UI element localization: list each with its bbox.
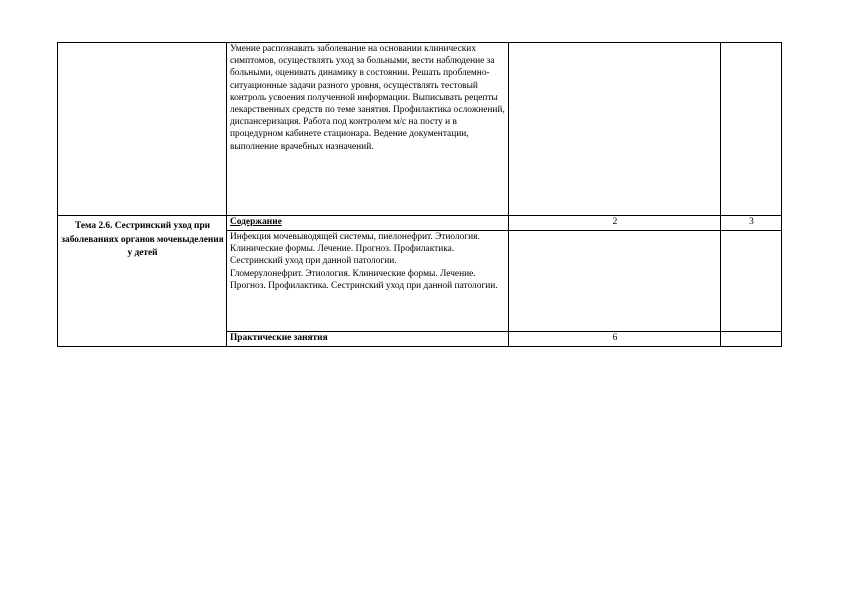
topic-cell: [58, 43, 227, 216]
practical-cell: Практические занятия: [227, 332, 509, 347]
content-header-cell: Содержание: [227, 216, 509, 231]
table-row: [58, 43, 782, 216]
level-cell: [721, 231, 782, 332]
level-cell: [721, 332, 782, 347]
hours-cell: 6: [509, 332, 721, 347]
content-paragraph: Гломерулонефрит. Этиология. Клинические формы. Лечение. Прогноз. Профилактика. Сестринский уход при данной патологии.: [230, 268, 498, 291]
content-cell: [227, 231, 509, 332]
hours-cell: [509, 43, 721, 216]
content-cell: Умение распознавать заболевание на основании клинических симптомов, осуществлять уход за больными, вести наблюдение за больными, оценивать динамику в состоянии. Решать проблемно-ситуационные задачи разного уровня, осуществлять тестовый контроль усвоения полученной информации. Выписывать рецепты лекарственных средств по теме занятия. Профилактика осложнений, диспансеризация. Работа под контролем м/с на посту и в процедурном кабинете стационара. Ведение документации, выполнение врачебных назначений.: [227, 43, 509, 216]
hours-cell: [509, 231, 721, 332]
table-row: [58, 216, 782, 231]
hours-cell: 2: [509, 216, 721, 231]
topic-title-cell: Тема 2.6. Сестринский уход при заболеваниях органов мочевыделения у детей: [58, 216, 227, 347]
content-paragraph: Инфекция мочевыводящей системы, пиелонефрит. Этиология. Клинические формы. Лечение. Прогноз. Профилактика. Сестринский уход при данной патологии.: [230, 232, 480, 267]
level-cell: [721, 43, 782, 216]
curriculum-table: [57, 42, 782, 347]
level-cell: 3: [721, 216, 782, 231]
